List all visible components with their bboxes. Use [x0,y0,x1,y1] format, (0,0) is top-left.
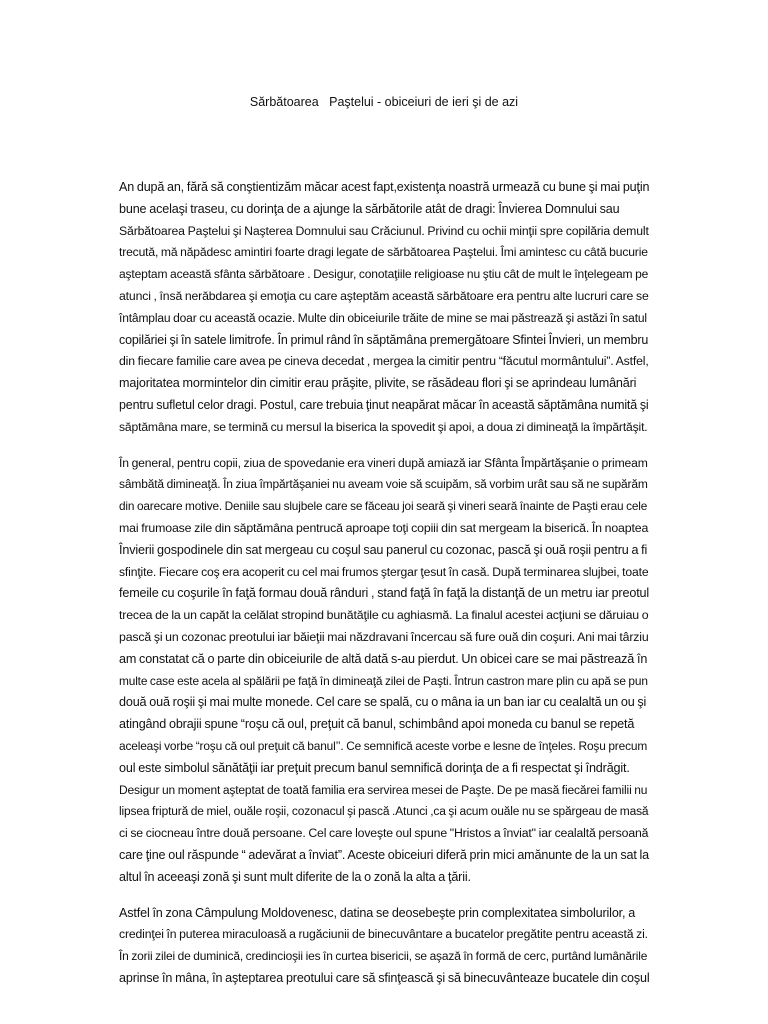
text-line: Învierii gospodinele din sat mergeau cu coşul sau panerul cu cozonac, pască şi ouă roşii pentru a fi [119,542,648,557]
text-line: sâmbătă dimineaţă. În ziua împărtăşaniei nu aveam voie să scuipăm, să vorbim urât sau să ne supărăm [119,477,648,492]
text-line: trecea de la un capăt la celălat stropind bunătăţile cu aghiasmă. La finalul acestei acţiuni se dăruiau o [119,608,649,623]
text-line: pentru sufletul celor dragi. Postul, care trebuia ţinut neapărat măcar în această săptămâna numită şi [119,397,649,412]
text-line: din oarecare motive. Deniile sau slujbele care se făceau joi seară şi vineri seară înainte de Paşti erau cele [119,499,648,514]
text-line: lipsea friptură de miel, ouăle roşii, cozonacul şi pască .Atunci ,ca şi acum ouăle nu se spărgeau de masă [119,804,649,819]
text-line: sfinţite. Fiecare coş era acoperit cu cel mai frumos ştergar ţesut în casă. După terminarea slujbei, toate [119,564,649,579]
text-line: două ouă roşii şi mai multe monede. Cel care se spală, cu o mâna ia un ban iar cu cealaltă un ou şi [119,695,647,710]
text-line: multe case este acela al spălării pe faţă în dimineaţă zilei de Paşti. Întrun castron mare plin cu apă se pun [119,673,648,688]
text-line: aşteptam această sfânta sărbătoare . Desigur, conotaţiile religioase nu ştiu cât de mult le înţelegeam pe [119,267,649,282]
text-line: din fiecare familie care avea pe cineva decedat , mergea la cimitir pentru “făcutul mormântului”. Astfel, [119,354,649,369]
paragraph-2 [119,453,650,889]
text-line: atingând obrajii spune “roşu că oul, preţuit că banul, schimbând apoi moneda cu banul se repetă [119,717,635,732]
text-line: ci se ciocneau între două persoane. Cel care loveşte oul spune "Hristos a înviat" iar cealaltă persoană [119,826,649,841]
paragraph-1 [119,177,650,439]
text-line: copilăriei şi în satele limitrofe. În primul rând în săptămâna premergătoare Sfintei Învieri, un membru [119,332,649,347]
text-line: trecută, mă năpădesc amintiri foarte dragi legate de sărbătoarea Paştelui. Îmi amintesc cu câtă bucurie [119,245,648,260]
text-line: majoritatea mormintelor din cimitir erau prăşite, plivite, se răsădeau flori şi se aprindeau lumânări [119,376,637,391]
text-line: bune acelaşi traseu, cu dorinţa de a ajunge la sărbătorile atât de dragi: Învierea Domnului sau [119,201,620,216]
text-line: săptămâna mare, se termină cu mersul la biserica la spovedit şi apoi, a doua zi dimineaţă la împărtăşit. [119,419,648,434]
text-line: An după an, fără să conştientizăm măcar acest fapt,existenţa noastră urmează cu bune şi mai puţin [119,180,650,194]
text-line: În general, pentru copii, ziua de spovedanie era vineri după amiază iar Sfânta Împărtăşanie o primeam [119,455,648,470]
document-title: Sărbătoarea Paştelui - obiceiuri de ieri şi de azi [249,95,519,109]
text-line: atunci , însă nerăbdarea şi emoţia cu care aşteptăm această sărbătoare era pentru alte lucruri care se [119,288,649,303]
text-line: mai frumoase zile din săptămâna pentrucă aproape toţi copiii din sat mergeam la biserică. În noaptea [119,520,649,535]
text-line: femeile cu coşurile în faţă formau două rânduri , stand faţă în faţă la distanţă de un metru iar preotul [119,586,650,601]
text-line: altul în aceeaşi zonă şi sunt mult diferite de la o zonă la alta a ţării. [119,869,471,884]
text-line: Desigur un moment aşteptat de toată familia era servirea mesei de Paşte. De pe masă fiecărei familii nu [119,782,648,797]
text-line: În zorii zilei de duminică, credincioşii ies în curtea bisericii, se aşază în formă de cerc, purtând lumânările [119,949,648,964]
text-line: aprinse în mâna, în aşteptarea preotului care să sfinţească şi să binecuvânteaze bucatele din coşul [119,970,650,985]
document-body [119,177,650,1004]
text-line: credinţei în puterea miraculoasă a rugăciunii de binecuvântare a bucatelor pregătite pentru această zi. [119,927,648,942]
text-line: care ţine oul răspunde “ adevărat a înviat”. Aceste obiceiuri diferă prin mici amănunte de la un sat la [119,847,649,862]
paragraph-3 [119,903,650,990]
text-line: oul este simbolul sănătăţii iar preţuit precum banul semnifică dorinţa de a fi respectat şi îndrăgit. [119,760,630,775]
text-line: Astfel în zona Câmpulung Moldovenesc, datina se deosebeşte prin complexitatea simbolurilor, a [119,905,636,920]
text-line: Sărbătoarea Paştelui şi Naşterea Domnului sau Crăciunul. Privind cu ochii minţii spre copilăria demult [119,223,649,238]
text-line: am constatat că o parte din obiceiurile de altă dată s-au pierdut. Un obicei care se mai păstrează în [119,651,648,666]
text-line: întâmplau doar cu această ocazie. Multe din obiceiurile trăite de mine se mai păstrează şi astăzi în satul [119,310,647,325]
text-line: pască şi un cozonac preotului iar băieţii mai năzdravani încercau să fure ouă din coşuri. Ani mai târziu [119,629,649,644]
text-line: aceleaşi vorbe “roşu că oul preţuit că banul’’. Ce semnifică aceste vorbe e lesne de înţeles. Roşu precum [119,738,648,753]
